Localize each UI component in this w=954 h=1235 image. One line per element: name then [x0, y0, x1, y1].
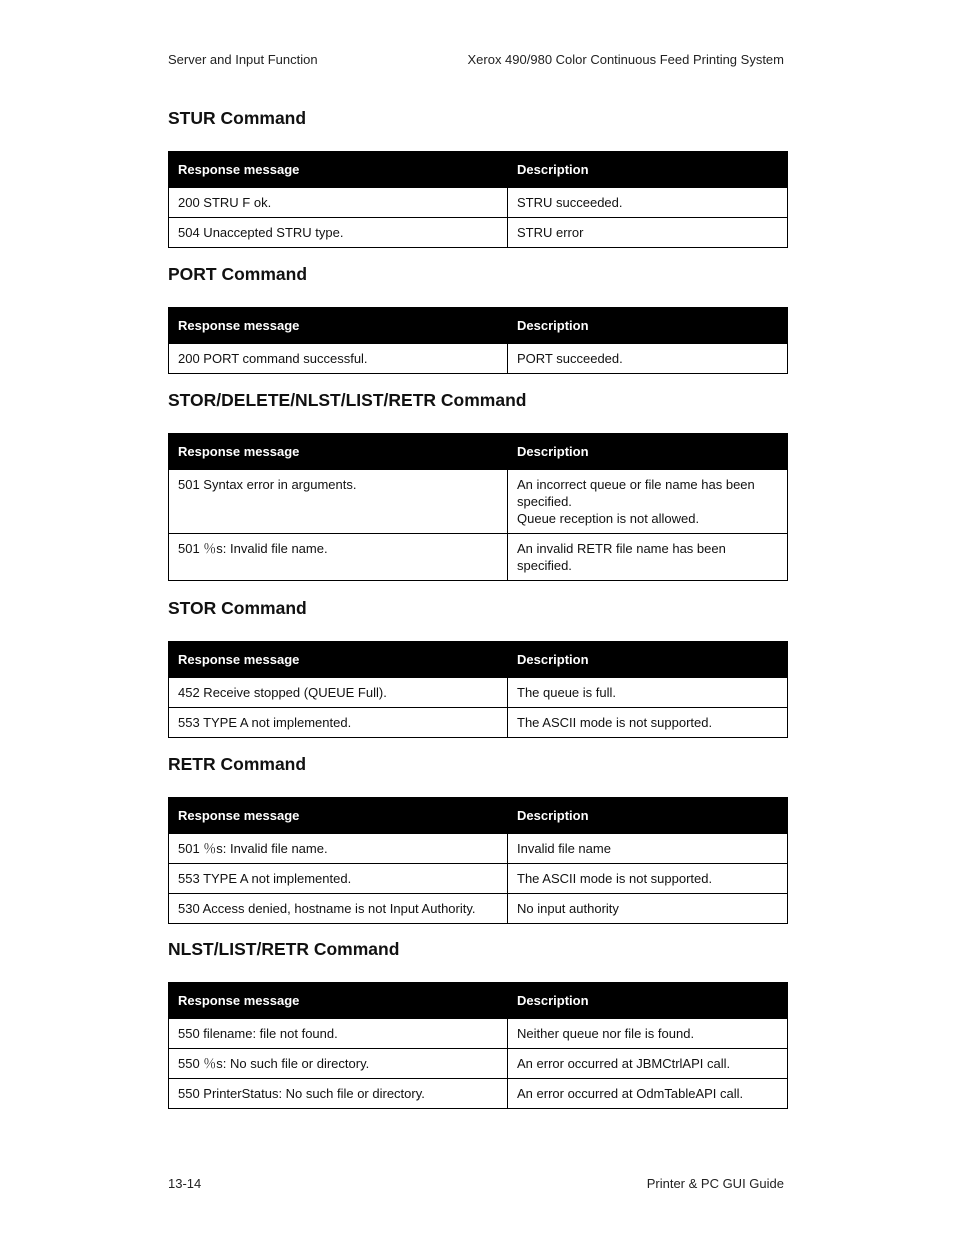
response-message-cell: 501 ％s: Invalid file name. — [169, 834, 508, 864]
column-header-description: Description — [508, 642, 788, 678]
column-header-description: Description — [508, 434, 788, 470]
table-row — [169, 188, 788, 218]
response-message-cell: 504 Unaccepted STRU type. — [169, 218, 508, 248]
description-line: Invalid file name — [517, 841, 611, 856]
section-stur-command — [168, 107, 787, 248]
description-cell — [508, 708, 788, 738]
description-line: No input authority — [517, 901, 619, 916]
description-line: STRU error — [517, 225, 584, 240]
table-row — [169, 218, 788, 248]
section-title: STUR Command — [168, 108, 307, 128]
response-message-cell: 501 Syntax error in arguments. — [169, 470, 508, 534]
table-row — [169, 894, 788, 924]
header-product-name: Xerox 490/980 Color Continuous Feed Printing System — [467, 52, 784, 67]
description-cell — [508, 218, 788, 248]
description-cell — [508, 864, 788, 894]
description-line: The queue is full. — [517, 685, 617, 700]
section-title: STOR Command — [168, 598, 307, 618]
description-line: Queue reception is not allowed. — [517, 511, 700, 526]
section-port-command — [168, 263, 787, 374]
table-row — [169, 864, 788, 894]
description-line: specified. — [517, 494, 572, 509]
description-cell — [508, 534, 788, 581]
description-line: An error occurred at OdmTableAPI call. — [517, 1086, 744, 1101]
description-line: An invalid RETR file name has been — [517, 541, 726, 556]
response-table — [168, 433, 788, 581]
description-line: An incorrect queue or file name has been — [517, 477, 755, 492]
section-title: PORT Command — [168, 264, 308, 284]
description-line: An error occurred at JBMCtrlAPI call. — [517, 1056, 731, 1071]
table-row — [169, 1019, 788, 1049]
response-table — [168, 797, 788, 924]
page-header — [168, 52, 784, 67]
column-header-description: Description — [508, 983, 788, 1019]
column-header-response: Response message — [169, 434, 508, 470]
description-line: specified. — [517, 558, 572, 573]
column-header-response: Response message — [169, 642, 508, 678]
response-table — [168, 641, 788, 738]
table-row — [169, 1079, 788, 1109]
response-message-cell: 501 ％s: Invalid file name. — [169, 534, 508, 581]
description-line: Neither queue nor file is found. — [517, 1026, 695, 1041]
description-line: STRU succeeded. — [517, 195, 623, 210]
description-cell — [508, 1019, 788, 1049]
response-message-cell: 553 TYPE A not implemented. — [169, 864, 508, 894]
column-header-response: Response message — [169, 308, 508, 344]
section-title: NLST/LIST/RETR Command — [168, 939, 400, 959]
section-stor-delete-nlst-list-retr-command — [168, 389, 787, 581]
description-cell — [508, 834, 788, 864]
guide-name: Printer & PC GUI Guide — [646, 1176, 784, 1191]
header-section-name: Server and Input Function — [168, 52, 318, 67]
table-row — [169, 1049, 788, 1079]
column-header-description: Description — [508, 308, 788, 344]
description-cell — [508, 1079, 788, 1109]
response-message-cell: 452 Receive stopped (QUEUE Full). — [169, 678, 508, 708]
response-message-cell: 550 filename: file not found. — [169, 1019, 508, 1049]
section-stor-command — [168, 597, 787, 738]
section-title: RETR Command — [168, 754, 307, 774]
description-cell — [508, 894, 788, 924]
column-header-description: Description — [508, 798, 788, 834]
table-header-row — [169, 308, 788, 344]
section-title: STOR/DELETE/NLST/LIST/RETR Command — [168, 390, 527, 410]
column-header-response: Response message — [169, 152, 508, 188]
description-line: The ASCII mode is not supported. — [517, 715, 713, 730]
response-message-cell: 200 STRU F ok. — [169, 188, 508, 218]
table-row — [169, 470, 788, 534]
section-nlst-list-retr-command — [168, 938, 787, 1109]
response-message-cell: 550 ％s: No such file or directory. — [169, 1049, 508, 1079]
response-table — [168, 307, 788, 374]
column-header-description: Description — [508, 152, 788, 188]
response-message-cell: 200 PORT command successful. — [169, 344, 508, 374]
description-line: The ASCII mode is not supported. — [517, 871, 713, 886]
table-row — [169, 534, 788, 581]
description-line: PORT succeeded. — [517, 351, 623, 366]
response-table — [168, 982, 788, 1109]
description-cell — [508, 470, 788, 534]
table-row — [169, 678, 788, 708]
description-cell — [508, 344, 788, 374]
response-message-cell: 530 Access denied, hostname is not Input Authority. — [169, 894, 508, 924]
table-header-row — [169, 434, 788, 470]
table-row — [169, 834, 788, 864]
section-retr-command — [168, 753, 787, 924]
table-header-row — [169, 642, 788, 678]
description-cell — [508, 678, 788, 708]
response-table — [168, 151, 788, 248]
table-row — [169, 344, 788, 374]
column-header-response: Response message — [169, 983, 508, 1019]
description-cell — [508, 1049, 788, 1079]
page-number: 13-14 — [168, 1176, 202, 1191]
table-header-row — [169, 798, 788, 834]
column-header-response: Response message — [169, 798, 508, 834]
response-message-cell: 553 TYPE A not implemented. — [169, 708, 508, 738]
response-message-cell: 550 PrinterStatus: No such file or directory. — [169, 1079, 508, 1109]
table-header-row — [169, 983, 788, 1019]
table-row — [169, 708, 788, 738]
description-cell — [508, 188, 788, 218]
page-footer — [168, 1176, 784, 1191]
table-header-row — [169, 152, 788, 188]
